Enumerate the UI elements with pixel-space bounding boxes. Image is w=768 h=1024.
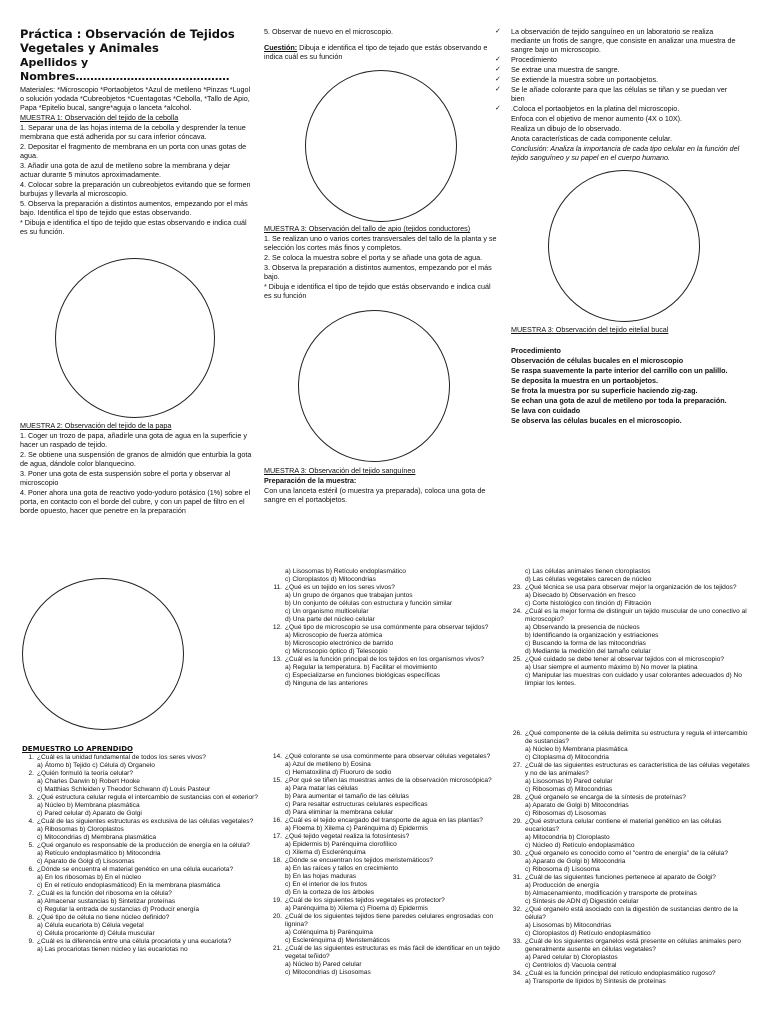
answer-option[interactable]: a) Epidermis b) Parénquima clorofílico bbox=[285, 841, 397, 848]
answer-option[interactable]: a) Producción de energía bbox=[525, 882, 600, 889]
answer-option[interactable]: c) Aparato de Golgi d) Lisosomas bbox=[37, 858, 135, 865]
quiz-question bbox=[22, 938, 262, 954]
question-text: 29. ¿Qué estructura celular contiene el material genético en las células eucariotas? bbox=[510, 818, 750, 834]
answer-option[interactable]: b) Almacenamiento, modificación y transporte de proteínas bbox=[525, 890, 697, 897]
step: 2. Se obtiene una suspensión de granos de almidón que enturbia la gota de agua, dándole color blanquecino. bbox=[20, 450, 252, 468]
step: 3. Añadir una gota de azul de metileno sobre la membrana y dejar actuar durante 5 minutos aproximadamente. bbox=[20, 161, 231, 179]
question-number: 15. bbox=[272, 777, 282, 784]
answer-option[interactable]: a) Ribosomas b) Cloroplastos bbox=[37, 826, 124, 833]
question-number: 1. bbox=[28, 754, 34, 761]
answer-option[interactable]: a) Mitocondria b) Cloroplasto bbox=[525, 834, 610, 841]
quiz-question bbox=[510, 656, 750, 688]
procedure-line: Se echan una gota de azul de metileno por toda la preparación. bbox=[511, 396, 727, 405]
question-label: Cuestión: bbox=[264, 43, 298, 52]
quiz-question bbox=[270, 584, 505, 624]
checklist-item: ✓ Se extiende la muestra sobre un portaobjetos. bbox=[495, 75, 740, 84]
question-number: 16. bbox=[272, 817, 282, 824]
question-number: 27. bbox=[512, 762, 522, 769]
question-text: 15. ¿Por qué se tiñen las muestras antes de la observación microscópica? bbox=[270, 777, 505, 785]
answer-option[interactable]: a) Transporte de lípidos b) Síntesis de proteínas bbox=[525, 978, 666, 985]
quiz-question bbox=[270, 945, 505, 977]
answer-option[interactable]: c) Microscopio óptico d) Telescopio bbox=[285, 648, 388, 655]
question-text: 1. ¿Cuál es la unidad fundamental de todos los seres vivos? bbox=[22, 754, 262, 762]
column-2-mid bbox=[264, 224, 499, 301]
answer-option[interactable]: c) Xilema d) Esclerénquima bbox=[285, 849, 366, 856]
quiz-column-a bbox=[22, 745, 262, 954]
question-text: 26. ¿Qué componente de la célula delimita su estructura y regula el intercambio de sustancias? bbox=[510, 730, 750, 746]
column-2-lower bbox=[264, 466, 499, 505]
quiz-question bbox=[510, 762, 750, 794]
answer-option[interactable]: b) Microscopio electrónico de barrido bbox=[285, 640, 394, 647]
answer-option[interactable]: d) Para eliminar la membrana celular bbox=[285, 809, 394, 816]
quiz-column-c-top bbox=[510, 568, 750, 688]
answer-option[interactable]: a) Almacenar sustancias b) Sintetizar proteínas bbox=[37, 898, 176, 905]
question-text bbox=[264, 43, 499, 61]
answer-option[interactable]: a) En las raíces y tallos en crecimiento bbox=[285, 865, 398, 872]
answer-option[interactable]: c) Pared celular d) Aparato de Golgi bbox=[37, 810, 142, 817]
question-number: 13. bbox=[272, 656, 282, 663]
step: 1. Se realizan uno o varios cortes transversales del tallo de la planta y se selección los cortes más finos y completos. bbox=[264, 234, 497, 252]
answer-option[interactable]: c) Corte histológico con tinción d) Filtración bbox=[525, 600, 652, 607]
sample-1-title: MUESTRA 1: Observación del tejido de la cebolla bbox=[20, 113, 179, 122]
quiz-question bbox=[510, 584, 750, 608]
answer-option[interactable]: a) En los ribosomas b) En el núcleo bbox=[37, 874, 142, 881]
question-number: 14. bbox=[272, 753, 282, 760]
drawing-circle-celery[interactable] bbox=[298, 310, 450, 462]
answer-option[interactable]: c) Síntesis de ADN d) Digestión celular bbox=[525, 898, 639, 905]
question-number: 32. bbox=[512, 906, 522, 913]
question-text: 34. ¿Cuál es la función principal del retículo endoplasmático rugoso? bbox=[510, 970, 750, 978]
answer-option[interactable]: c) Especializarse en funciones biológicas específicas bbox=[285, 672, 441, 679]
question-text: 28. ¿Qué organelo se encarga de la síntesis de proteínas? bbox=[510, 794, 750, 802]
quiz-question bbox=[270, 913, 505, 945]
drawing-circle-blood[interactable] bbox=[548, 170, 700, 322]
quiz-question bbox=[510, 568, 750, 584]
question-number: 34. bbox=[512, 970, 522, 977]
step: 2. Depositar el fragmento de membrana en un porta con unas gotas de agua. bbox=[20, 142, 247, 160]
question-text: 8. ¿Qué tipo de célula no tiene núcleo definido? bbox=[22, 914, 262, 922]
question-text: 31. ¿Cuál de las siguientes funciones pertenece al aparato de Golgi? bbox=[510, 874, 750, 882]
quiz-question bbox=[510, 850, 750, 874]
blood-prep-label: Preparación de la muestra: bbox=[264, 476, 357, 485]
question-number: 29. bbox=[512, 818, 522, 825]
sample-3-title: MUESTRA 3: Observación del tallo de apio (tejidos conductores) bbox=[264, 224, 471, 233]
question-number: 6. bbox=[28, 866, 34, 873]
answer-option[interactable]: b) Identificando la organización y estriaciones bbox=[525, 632, 659, 639]
quiz-question bbox=[22, 794, 262, 818]
question-number: 31. bbox=[512, 874, 522, 881]
question-text: 5. ¿Qué organulo es responsable de la producción de energía en la célula? bbox=[22, 842, 262, 850]
blood-prep-text: Con una lanceta estéril (o muestra ya preparada), coloca una gota de sangre en el portaobjetos. bbox=[264, 486, 486, 504]
checklist-item: ✓ Se extrae una muestra de sangre. bbox=[495, 65, 740, 74]
answer-option[interactable]: a) Pared celular b) Cloroplastos bbox=[525, 954, 618, 961]
answer-option[interactable]: c) Citoplasma d) Mitocondria bbox=[525, 754, 609, 761]
answer-option[interactable]: a) Disecado b) Observación en fresco bbox=[525, 592, 636, 599]
question-number: 21. bbox=[272, 945, 282, 952]
question-text: 25. ¿Qué cuidado se debe tener al observar tejidos con el microscopio? bbox=[510, 656, 750, 664]
quiz-question bbox=[510, 730, 750, 762]
answer-option[interactable]: c) Manipular las muestras con cuidado y usar colorantes adecuados d) No limpiar los lentes. bbox=[525, 672, 742, 687]
question-text: 11. ¿Qué es un tejido en los seres vivos? bbox=[270, 584, 505, 592]
answer-option[interactable]: c) Mitocondrias d) Membrana plasmática bbox=[37, 834, 157, 841]
quiz-question bbox=[22, 866, 262, 890]
quiz-question bbox=[270, 777, 505, 817]
blood-sample-title: MUESTRA 3: Observación del tejido sanguíneo bbox=[264, 466, 416, 475]
answer-option[interactable]: a) Aparato de Golgi b) Mitocondrias bbox=[525, 802, 629, 809]
answer-option[interactable]: b) Un conjunto de células con estructura y función similar bbox=[285, 600, 453, 607]
question-text: 9. ¿Cuál es la diferencia entre una célula procariota y una eucariota? bbox=[22, 938, 262, 946]
quiz-question bbox=[22, 890, 262, 914]
drawing-circle-onion[interactable] bbox=[55, 258, 215, 418]
question-text: 21. ¿Cuál de las siguientes estructuras es más fácil de identificar en un tejido vegetal teñido? bbox=[270, 945, 505, 961]
step: 2. Se coloca la muestra sobre el porta y se añade una gota de agua. bbox=[264, 253, 483, 262]
answer-option[interactable]: c) Ribosoma d) Lisosoma bbox=[525, 866, 600, 873]
conclusion-text: Conclusión: Analiza la importancia de cada tipo celular en la función del tejido sanguíneo y su papel en el cuerpo humano. bbox=[511, 144, 740, 162]
name-line: Apellidos y Nombres…………………………………… bbox=[20, 56, 230, 83]
answer-option[interactable]: d) Ninguna de las anteriores bbox=[285, 680, 368, 687]
question-text: 23. ¿Qué técnica se usa para observar mejor la organización de los tejidos? bbox=[510, 584, 750, 592]
quiz-question bbox=[270, 568, 505, 584]
column-1 bbox=[20, 27, 252, 237]
step: 4. Poner ahora una gota de reactivo yodo-yoduro potásico (1%) sobre el porta, en contacto con el borde del cubre, y con un papel de filtro en el borde opuesto, hacer que penetre en la preparación bbox=[20, 488, 251, 515]
answer-option[interactable]: c) Cloroplastos d) Retículo endoplasmático bbox=[525, 930, 651, 937]
procedure-line: Se raspa suavemente la parte interior del carrillo con un palillo. bbox=[511, 366, 728, 375]
question-text: 12. ¿Qué tipo de microscopio se usa comúnmente para observar tejidos? bbox=[270, 624, 505, 632]
question-number: 9. bbox=[28, 938, 34, 945]
procedure-line: Se lava con cuidado bbox=[511, 406, 581, 415]
quiz-question bbox=[270, 624, 505, 656]
quiz-question bbox=[270, 857, 505, 897]
answer-option[interactable]: a) Microscopio de fuerza atómica bbox=[285, 632, 383, 639]
question-text: 32. ¿Qué organelo está asociado con la digestión de sustancias dentro de la célula? bbox=[510, 906, 750, 922]
sample-1-steps bbox=[20, 123, 252, 236]
checklist-item: ✓ La observación de tejido sanguíneo en un laboratorio se realiza mediante un frotis de sangre, que consiste en analizar una muestra de sangre bajo un microscopio. bbox=[495, 27, 740, 54]
question-body: Dibuja e identifica el tipo de tejado que estás observando e indica cuál es su función bbox=[264, 43, 488, 61]
quiz-column-b-top bbox=[270, 568, 505, 688]
quiz-question bbox=[510, 970, 750, 986]
answer-option[interactable]: c) Las células animales tienen cloroplastos bbox=[525, 568, 651, 575]
question-text: 18. ¿Dónde se encuentran los tejidos meristemáticos? bbox=[270, 857, 505, 865]
question-text: 7. ¿Cuál es la función del ribosoma en la célula? bbox=[22, 890, 262, 898]
column-3 bbox=[495, 27, 740, 163]
question-text: 16. ¿Cuál es el tejido encargado del transporte de agua en las plantas? bbox=[270, 817, 505, 825]
quiz-question bbox=[510, 938, 750, 970]
answer-option[interactable]: a) Lisosomas b) Mitocondrias bbox=[525, 922, 612, 929]
answer-option[interactable]: a) Lisosomas b) Pared celular bbox=[525, 778, 613, 785]
step: * Dibuja e identifica el tipo de tejido que estas observando e indica cuál es su función. bbox=[20, 218, 247, 236]
answer-option[interactable]: a) Regular la temperatura. b) Facilitar el movimiento bbox=[285, 664, 438, 671]
answer-option[interactable]: a) Para matar las células bbox=[285, 785, 358, 792]
step: * Dibuja e identifica el tipo de tejido que estás observando e indica cuál es su función bbox=[264, 282, 491, 300]
column-2 bbox=[264, 27, 499, 62]
question-number: 3. bbox=[28, 794, 34, 801]
question-text: 14. ¿Qué colorante se usa comúnmente para observar células vegetales? bbox=[270, 753, 505, 761]
answer-option[interactable]: a) Floema b) Xilema c) Parénquima d) Epidermis bbox=[285, 825, 428, 832]
question-text: 30. ¿Qué organelo es conocido como el "centro de energía" de la célula? bbox=[510, 850, 750, 858]
answer-option[interactable]: c) En el interior de los frutos bbox=[285, 881, 368, 888]
step: 1. Separar una de las hojas interna de la cebolla y desprender la tenue membrana que está adherida por su cara inferior cóncava. bbox=[20, 123, 246, 141]
answer-option[interactable]: c) Núcleo d) Retículo endoplasmático bbox=[525, 842, 635, 849]
procedure-line: Se observa las células bucales en el microscopio. bbox=[511, 416, 682, 425]
answer-option[interactable]: a) Átomo b) Tejido c) Célula d) Organelo bbox=[37, 762, 155, 769]
answer-option[interactable]: c) Ribosomas d) Lisosomas bbox=[525, 810, 607, 817]
answer-option[interactable]: a) Núcleo b) Pared celular bbox=[285, 961, 362, 968]
quiz-title: DEMUESTRO LO APRENDIDO bbox=[22, 745, 133, 753]
question-text: 17. ¿Qué tejido vegetal realiza la fotosíntesis? bbox=[270, 833, 505, 841]
question-text: 19. ¿Cuál de los siguientes tejidos vegetales es protector? bbox=[270, 897, 505, 905]
question-number: 33. bbox=[512, 938, 522, 945]
question-text: 20. ¿Cuál de los siguientes tejidos tiene paredes celulares engrosadas con lignina? bbox=[270, 913, 505, 929]
step: 3. Poner una gota de esta suspensión sobre el porta y observar al microscopio bbox=[20, 469, 231, 487]
question-text: 2. ¿Quién formuló la teoría celular? bbox=[22, 770, 262, 778]
quiz-question bbox=[22, 754, 262, 770]
quiz-question bbox=[270, 656, 505, 688]
column-3-lower bbox=[511, 325, 743, 426]
question-number: 28. bbox=[512, 794, 522, 801]
answer-option[interactable]: a) Colénquima b) Parénquima bbox=[285, 929, 373, 936]
answer-option[interactable]: a) Núcleo b) Membrana plasmática bbox=[525, 746, 628, 753]
quiz-question bbox=[22, 818, 262, 842]
quiz-question bbox=[270, 817, 505, 833]
drawing-circle-question[interactable] bbox=[305, 70, 457, 222]
question-text: 6. ¿Dónde se encuentra el material genético en una célula eucariota? bbox=[22, 866, 262, 874]
buccal-sample-title: MUESTRA 3: Observación del tejido eitelial bucal bbox=[511, 325, 669, 334]
answer-option[interactable]: c) Para resaltar estructuras celulares específicas bbox=[285, 801, 428, 808]
procedure-line: Se deposita la muestra en un portaobjetos. bbox=[511, 376, 658, 385]
question-text: 13. ¿Cuál es la función principal de los tejidos en los organismos vivos? bbox=[270, 656, 505, 664]
answer-option[interactable]: d) Una parte del núcleo celular bbox=[285, 616, 375, 623]
question-text: 24. ¿Cuál es la mejor forma de distinguir un tejido muscular de uno conectivo al microscopio? bbox=[510, 608, 750, 624]
question-number: 19. bbox=[272, 897, 282, 904]
extra-line: Anota características de cada componente celular. bbox=[511, 134, 673, 143]
answer-option[interactable]: c) Un organismo multicelular bbox=[285, 608, 369, 615]
quiz-question bbox=[270, 897, 505, 913]
procedure-line: Procedimiento bbox=[511, 346, 561, 355]
answer-option[interactable]: a) Un grupo de órganos que trabajan juntos bbox=[285, 592, 413, 599]
question-number: 25. bbox=[512, 656, 522, 663]
question-text: 27. ¿Cuál de las siguientes estructuras es característica de las células vegetales y no de las animales? bbox=[510, 762, 750, 778]
sample-2-title: MUESTRA 2: Observación del tejido de la papa bbox=[20, 421, 172, 430]
question-number: 8. bbox=[28, 914, 34, 921]
question-number: 17. bbox=[272, 833, 282, 840]
answer-option[interactable]: c) Hematoxilina d) Fluoruro de sodio bbox=[285, 769, 392, 776]
answer-option[interactable]: a) Observando la presencia de núcleos bbox=[525, 624, 640, 631]
answer-option[interactable]: a) Parénquima b) Xilema c) Floema d) Epidermis bbox=[285, 905, 428, 912]
page-title: Práctica : Observación de Tejidos Vegetales y Animales bbox=[20, 27, 235, 55]
question-number: 18. bbox=[272, 857, 282, 864]
checklist-item: ✓ .Coloca el portaobjetos en la platina del microscopio. bbox=[495, 104, 740, 113]
quiz-question bbox=[510, 608, 750, 656]
step: 3. Observa la preparación a distintos aumentos, empezando por el más bajo. bbox=[264, 263, 492, 281]
answer-option[interactable]: b) En las hojas maduras bbox=[285, 873, 357, 880]
materials-text: Materiales: *Microscopio *Portaobjetos *Azul de metileno *Pinzas *Lugol o solución yodada *Cubreobjetos *Cuentagotas *Cebolla, *Tallo de Apio, Papa *Epitelio bucal, sangre*aguja o lanceta *alcohol. bbox=[20, 85, 251, 112]
quiz-question bbox=[270, 833, 505, 857]
answer-option[interactable]: a) Núcleo b) Membrana plasmática bbox=[37, 802, 140, 809]
answer-option[interactable]: c) En el retículo endoplasmáticod) En la membrana plasmática bbox=[37, 882, 221, 889]
step: 1. Coger un trozo de papa, añadirle una gota de agua en la superficie y hacer un raspado de tejido. bbox=[20, 431, 247, 449]
extra-line: Realiza un dibujo de lo observado. bbox=[511, 124, 622, 133]
answer-option[interactable]: a) Las procariotas tienen núcleo y las eucariotas no bbox=[37, 946, 188, 953]
answer-option[interactable]: d) Mediante la medición del tamaño celular bbox=[525, 648, 651, 655]
answer-option[interactable]: d) En la corteza de los árboles bbox=[285, 889, 375, 896]
question-number: 24. bbox=[512, 608, 522, 615]
question-text: 4. ¿Cuál de las siguientes estructuras es exclusiva de las células vegetales? bbox=[22, 818, 262, 826]
checklist-item: ✓ Procedimiento bbox=[495, 55, 740, 64]
answer-option[interactable]: c) Mitocondrias d) Lisosomas bbox=[285, 969, 371, 976]
answer-option[interactable]: a) Célula eucariota b) Célula vegetal bbox=[37, 922, 144, 929]
answer-option[interactable]: c) Cloroplastos d) Mitocondrias bbox=[285, 576, 376, 583]
step: 4. Colocar sobre la preparación un cubreobjetos evitando que se formen burbujas y llevarla al microscopio. bbox=[20, 180, 251, 198]
question-number: 4. bbox=[28, 818, 34, 825]
question-text: 3. ¿Qué estructura celular regula el intercambio de sustancias con el exterior? bbox=[22, 794, 262, 802]
question-number: 2. bbox=[28, 770, 34, 777]
quiz-question bbox=[22, 842, 262, 866]
question-text: 33. ¿Cuál de los siguientes organelos está presente en células animales pero generalmente ausente en células vegetales? bbox=[510, 938, 750, 954]
quiz-column-c-bottom bbox=[510, 730, 750, 986]
quiz-question bbox=[510, 906, 750, 938]
answer-option[interactable]: c) Buscando la forma de las mitocondrias bbox=[525, 640, 646, 647]
question-number: 20. bbox=[272, 913, 282, 920]
question-number: 11. bbox=[273, 584, 282, 591]
question-number: 30. bbox=[512, 850, 522, 857]
answer-option[interactable]: c) Esclerénquima d) Meristemáticos bbox=[285, 937, 390, 944]
procedure-line: Se frota la muestra por su superficie haciendo zig-zag. bbox=[511, 386, 698, 395]
step: 5. Observa la preparación a distintos aumentos, empezando por el más bajo. Identifica el tipo de tejido que estas observando. bbox=[20, 199, 248, 217]
quiz-question bbox=[510, 794, 750, 818]
step-5: 5. Observar de nuevo en el microscopio. bbox=[264, 27, 394, 36]
answer-option[interactable]: c) Célula procarionte d) Célula muscular bbox=[37, 930, 155, 937]
answer-option[interactable]: a) Retículo endoplasmático b) Mitocondria bbox=[37, 850, 161, 857]
quiz-question bbox=[510, 874, 750, 906]
question-number: 26. bbox=[512, 730, 522, 737]
answer-option[interactable]: c) Ribosomas d) Mitocondrias bbox=[525, 786, 613, 793]
extra-line: Enfoca con el objetivo de menor aumento (4X o 10X). bbox=[511, 114, 683, 123]
quiz-column-b-bottom bbox=[270, 753, 505, 977]
answer-option[interactable]: b) Para aumentar el tamaño de las células bbox=[285, 793, 409, 800]
answer-option[interactable]: c) Centriolos d) Vacuola central bbox=[525, 962, 617, 969]
column-1-lower bbox=[20, 421, 252, 516]
question-number: 12. bbox=[272, 624, 282, 631]
question-number: 23. bbox=[512, 584, 522, 591]
quiz-question bbox=[22, 914, 262, 938]
answer-option[interactable]: a) Aparato de Golgi b) Mitocondria bbox=[525, 858, 626, 865]
quiz-question bbox=[270, 753, 505, 777]
answer-option[interactable]: c) Regular la entrada de sustancias d) Producir energía bbox=[37, 906, 200, 913]
answer-option[interactable]: a) Azul de metileno b) Eosina bbox=[285, 761, 371, 768]
answer-option[interactable]: d) Las células vegetales carecen de núcleo bbox=[525, 576, 652, 583]
question-number: 5. bbox=[28, 842, 34, 849]
checklist-item: ✓ Se le añade colorante para que las células se tiñan y se puedan ver bien bbox=[495, 85, 740, 103]
quiz-question bbox=[510, 818, 750, 850]
quiz-question bbox=[22, 770, 262, 794]
answer-option[interactable]: c) Matthias Schleiden y Theodor Schwann d) Louis Pasteur bbox=[37, 786, 211, 793]
question-number: 7. bbox=[28, 890, 34, 897]
answer-option[interactable]: a) Lisosomas b) Retículo endoplasmático bbox=[285, 568, 406, 575]
answer-option[interactable]: a) Usar siempre el aumento máximo b) No mover la platina bbox=[525, 664, 698, 671]
answer-option[interactable]: a) Charles Darwin b) Robert Hooke bbox=[37, 778, 140, 785]
drawing-circle-potato[interactable] bbox=[22, 578, 184, 730]
procedure-line: Observación de células bucales en el microscopio bbox=[511, 356, 684, 365]
